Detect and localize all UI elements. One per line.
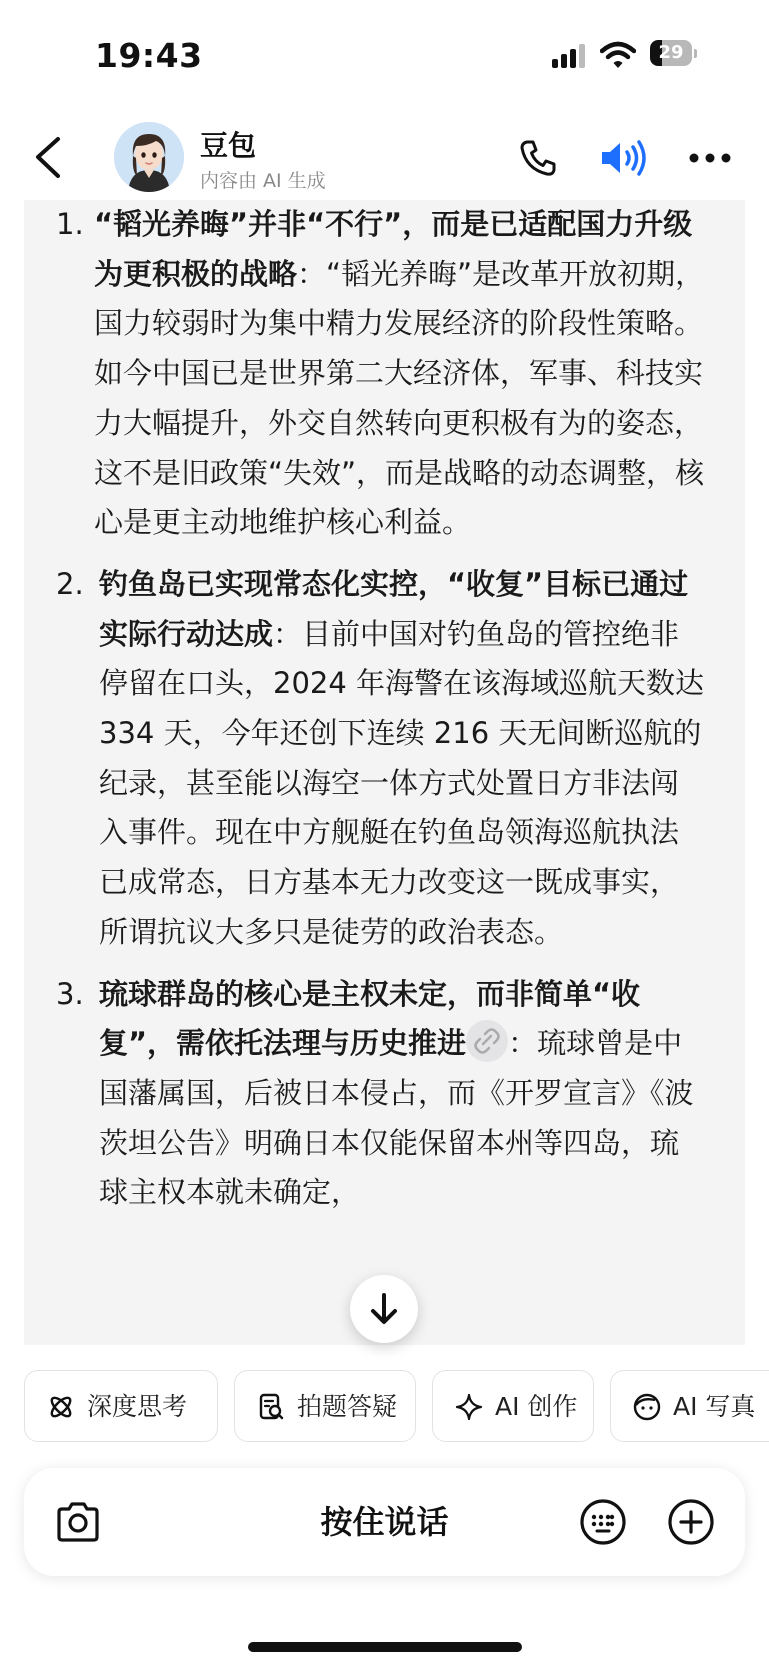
suggestion-chips bbox=[24, 1370, 769, 1446]
chip-label: AI 写真 bbox=[673, 1392, 756, 1421]
status-time: 19:43 bbox=[95, 36, 203, 75]
answer-list bbox=[24, 200, 745, 1218]
face-icon bbox=[633, 1393, 661, 1421]
chat-header bbox=[0, 110, 769, 200]
chip-ai-portrait[interactable] bbox=[610, 1370, 769, 1442]
arrow-down-icon bbox=[350, 1275, 418, 1343]
wifi-icon bbox=[600, 40, 636, 70]
list-item bbox=[24, 200, 745, 548]
chip-deep-thinking[interactable] bbox=[24, 1370, 218, 1442]
status-bar bbox=[0, 0, 769, 110]
back-arrow-icon[interactable] bbox=[30, 135, 70, 180]
list-number: 2. bbox=[56, 566, 84, 601]
chip-label: 深度思考 bbox=[87, 1392, 188, 1421]
phone-icon[interactable] bbox=[518, 138, 558, 178]
atom-icon bbox=[47, 1393, 75, 1421]
source-link-icon[interactable] bbox=[466, 1020, 508, 1062]
hold-to-talk-button[interactable]: 按住说话 bbox=[320, 1503, 449, 1541]
list-number: 3. bbox=[56, 976, 84, 1011]
keyboard-icon[interactable] bbox=[579, 1498, 627, 1546]
home-indicator bbox=[248, 1642, 522, 1652]
battery-icon bbox=[650, 40, 698, 68]
chip-label: AI 创作 bbox=[495, 1392, 578, 1421]
list-item-text: ：目前中国对钓鱼岛的管控绝非停留在口头，2024 年海警在该海域巡航天数达 334 天，今年还创下连续 216 天无间断巡航的纪录，甚至能以海空一体方式处置日方非法闯入事件。现在中方舰艇在钓鱼岛领海巡航执法已成常态，日方基本无力改变这一既成事实，所谓抗议大多只是徒劳的政治表态。 bbox=[99, 616, 705, 949]
list-item-text: ：“韬光养晦”是改革开放初期，国力较弱时为集中精力发展经济的阶段性策略。如今中国已是世界第二大经济体，军事、科技实力大幅提升，外交自然转向更积极有为的姿态，这不是旧政策“失效”，而是战略的动态调整，核心是更主动地维护核心利益。 bbox=[94, 256, 705, 540]
chip-photo-question[interactable] bbox=[234, 1370, 416, 1442]
plus-icon[interactable] bbox=[667, 1498, 715, 1546]
list-number: 1. bbox=[56, 207, 84, 241]
ai-generated-note: 内容由 AI 生成 bbox=[200, 170, 326, 192]
bot-name: 豆包 bbox=[200, 129, 257, 162]
list-item-heading: “韬光养晦”并非“不行”，而是已适配国力升级为更积极的战略 bbox=[94, 207, 693, 291]
scan-question-icon bbox=[257, 1393, 285, 1421]
scroll-to-bottom-button[interactable] bbox=[350, 1275, 418, 1343]
chip-ai-creation[interactable] bbox=[432, 1370, 594, 1442]
list-item-heading: 琉球群岛的核心是主权未定，而非简单“收复”，需依托法理与历史推进 bbox=[99, 976, 641, 1061]
list-item-text: ：琉球曾是中国藩属国，后被日本侵占，而《开罗宣言》《波茨坦公告》明确日本仅能保留本州等四岛，琉球主权本就未确定， bbox=[99, 1026, 694, 1210]
battery-level: 29 bbox=[658, 42, 684, 63]
sparkle-icon bbox=[455, 1393, 483, 1421]
list-item-heading: 钓鱼岛已实现常态化实控，“收复”目标已通过实际行动达成 bbox=[99, 566, 689, 651]
bot-avatar[interactable] bbox=[114, 122, 184, 192]
speaker-icon[interactable] bbox=[600, 138, 648, 178]
signal-icon bbox=[552, 44, 588, 68]
chip-label: 拍题答疑 bbox=[297, 1392, 398, 1421]
list-item bbox=[24, 560, 745, 958]
list-item bbox=[24, 970, 745, 1219]
more-icon[interactable] bbox=[688, 152, 732, 164]
message-content bbox=[24, 200, 745, 1345]
input-bar bbox=[24, 1468, 745, 1576]
